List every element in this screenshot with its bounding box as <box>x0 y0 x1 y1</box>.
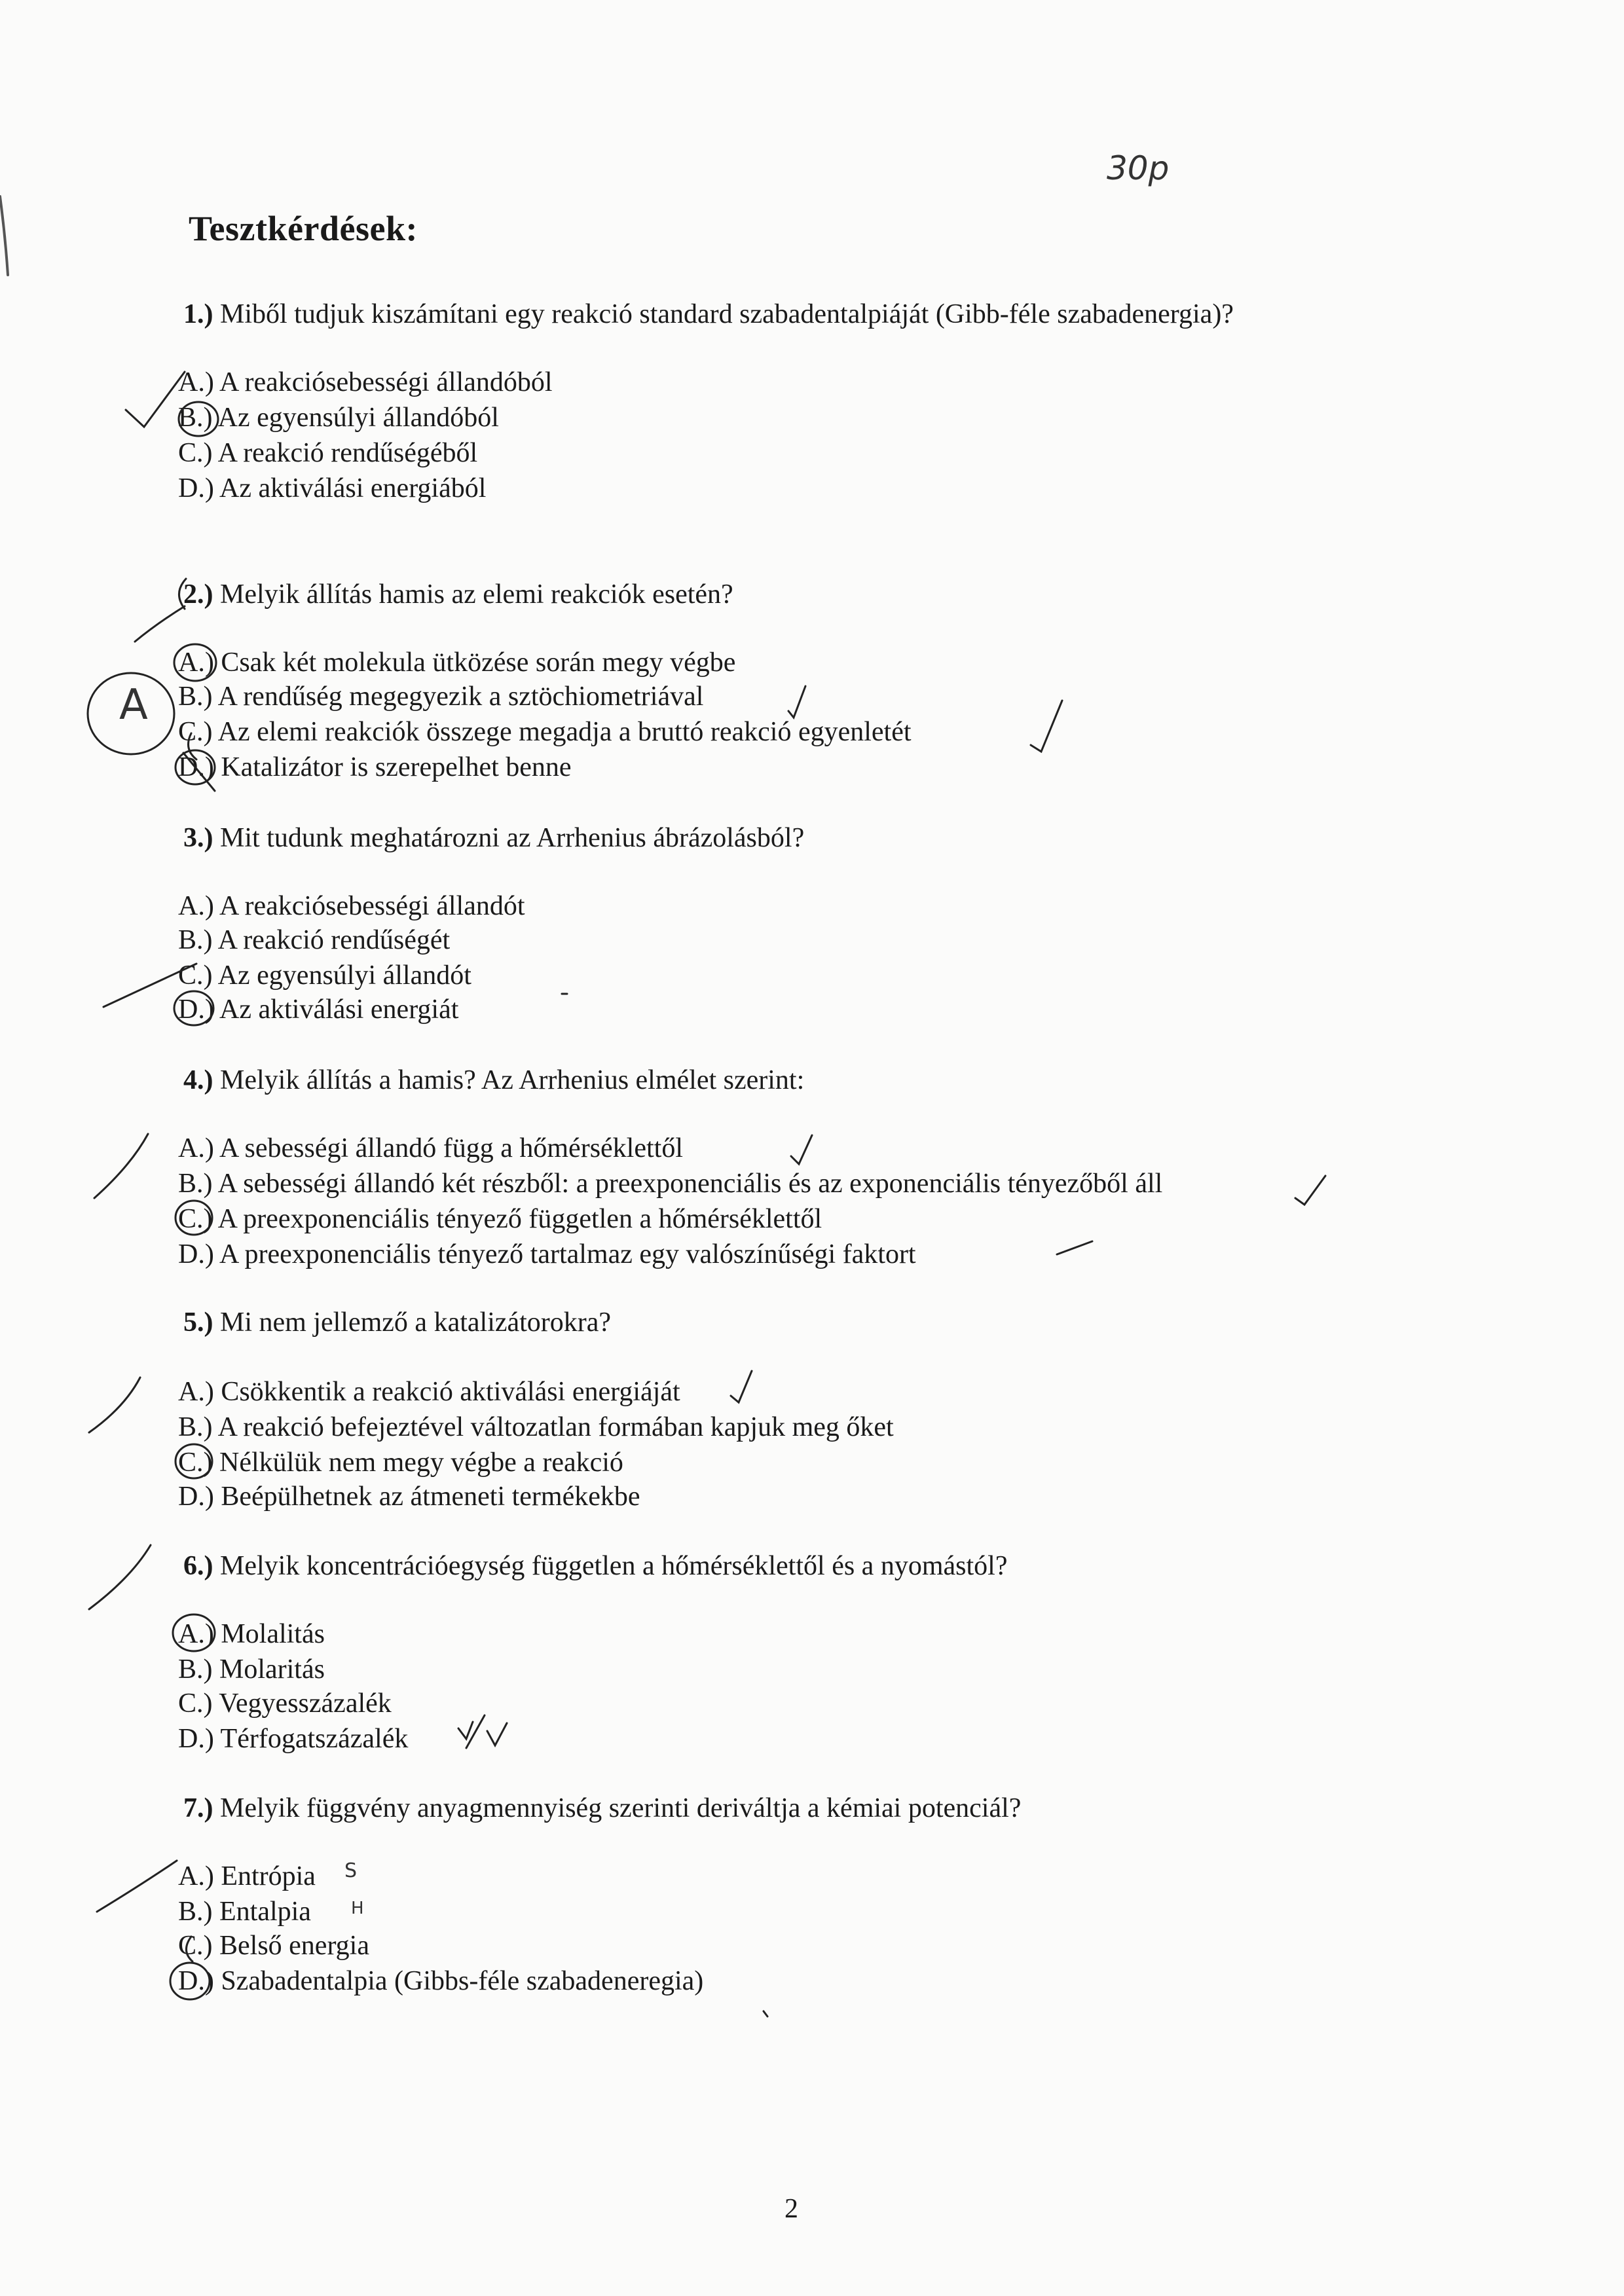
check-mark-icon <box>731 1371 752 1402</box>
question-text: Melyik állítás a hamis? Az Arrhenius elmélet szerint: <box>220 1065 805 1095</box>
question-text: Mi nem jellemző a katalizátorokra? <box>220 1307 612 1338</box>
binding-shadow <box>0 196 8 275</box>
question-3 <box>183 822 804 854</box>
check-mark-icon <box>1057 1241 1092 1254</box>
handwritten-answer-q2: A <box>119 681 148 729</box>
check-mark-icon <box>89 1377 140 1432</box>
question-text: Miből tudjuk kiszámítani egy reakció standard szabadentalpiáját (Gibb-féle szabadenergia)? <box>220 299 1234 329</box>
option-7d: D.) Szabadentalpia (Gibbs-féle szabadeneregia) <box>178 1966 704 1996</box>
question-text: Mit tudunk meghatározni az Arrhenius ábrázolásból? <box>220 823 805 853</box>
page-title: Tesztkérdések: <box>189 209 418 248</box>
question-number: 1.) <box>183 299 213 329</box>
option-2a: A.) Csak két molekula ütközése során megy végbe <box>178 647 736 678</box>
dot-mark-icon <box>764 2011 767 2016</box>
option-6a: A.) Molalitás <box>178 1619 325 1649</box>
option-2b: B.) A rendűség megegyezik a sztöchiometriával <box>178 682 704 712</box>
option-3a: A.) A reakciósebességi állandót <box>178 891 525 921</box>
check-mark-icon <box>791 1135 812 1164</box>
check-mark-icon <box>1295 1176 1325 1205</box>
question-number: 5.) <box>183 1307 213 1338</box>
question-5 <box>183 1307 611 1338</box>
check-mark-icon <box>458 1722 473 1739</box>
option-4a: A.) A sebességi állandó függ a hőmérséklettől <box>178 1133 683 1163</box>
handwritten-note-q7b: H <box>351 1899 364 1918</box>
question-number: 4.) <box>183 1065 213 1095</box>
check-mark-icon <box>487 1723 507 1745</box>
check-mark-icon <box>89 1545 151 1609</box>
option-4b: B.) A sebességi állandó két részből: a preexponenciális és az exponenciális tényezőből áll <box>178 1169 1163 1199</box>
option-4c: C.) A preexponenciális tényező független a hőmérséklettől <box>178 1204 822 1234</box>
question-7 <box>183 1793 1021 1824</box>
question-4 <box>183 1065 804 1096</box>
option-3c: C.) Az egyensúlyi állandót <box>178 960 471 991</box>
check-mark-icon <box>788 686 805 718</box>
option-6c: C.) Vegyesszázalék <box>178 1688 392 1719</box>
question-2 <box>183 579 733 610</box>
page-number: 2 <box>784 2194 798 2224</box>
handwritten-note-q7a: S <box>344 1859 358 1882</box>
option-5a: A.) Csökkentik a reakció aktiválási energiáját <box>178 1377 680 1407</box>
question-6 <box>183 1550 1007 1582</box>
option-5b: B.) A reakció befejeztével változatlan formában kapjuk meg őket <box>178 1412 894 1442</box>
check-mark-icon <box>97 1861 177 1912</box>
option-6d: D.) Térfogatszázalék <box>178 1724 409 1754</box>
option-5d: D.) Beépülhetnek az átmeneti termékekbe <box>178 1482 640 1512</box>
option-2c: C.) Az elemi reakciók összege megadja a bruttó reakció egyenletét <box>178 717 912 747</box>
option-7c: C.) Belső energia <box>178 1931 369 1961</box>
slash-mark-icon <box>466 1715 485 1748</box>
check-mark-icon <box>135 606 185 642</box>
handwritten-score: 30p <box>1107 149 1170 187</box>
option-1b: B.) Az egyensúlyi állandóból <box>178 403 499 433</box>
question-1 <box>183 299 1234 330</box>
option-3b: B.) A reakció rendűségét <box>178 925 451 955</box>
option-1c: C.) A reakció rendűségéből <box>178 438 478 468</box>
question-number: 6.) <box>183 1551 213 1581</box>
option-3d: D.) Az aktiválási energiát <box>178 994 459 1025</box>
option-1a: A.) A reakciósebességi állandóból <box>178 367 553 397</box>
option-1d: D.) Az aktiválási energiából <box>178 473 487 503</box>
question-number: 7.) <box>183 1793 213 1823</box>
question-text: Melyik koncentrációegység független a hőmérséklettől és a nyomástól? <box>220 1551 1008 1581</box>
question-text: Melyik függvény anyagmennyiség szerinti deriváltja a kémiai potenciál? <box>220 1793 1022 1823</box>
option-2d: D.) Katalizátor is szerepelhet benne <box>178 752 572 782</box>
question-number: 3.) <box>183 823 213 853</box>
option-6b: B.) Molaritás <box>178 1654 325 1685</box>
option-7b: B.) Entalpia <box>178 1897 311 1927</box>
check-mark-icon <box>126 372 185 427</box>
check-mark-icon <box>1031 701 1062 752</box>
option-4d: D.) A preexponenciális tényező tartalmaz egy valószínűségi faktort <box>178 1239 916 1269</box>
option-5c: C.) Nélkülük nem megy végbe a reakció <box>178 1448 623 1478</box>
question-text: Melyik állítás hamis az elemi reakciók esetén? <box>220 579 733 610</box>
option-7a: A.) Entrópia <box>178 1861 316 1891</box>
question-number: 2.) <box>183 579 213 610</box>
check-mark-icon <box>94 1134 148 1198</box>
